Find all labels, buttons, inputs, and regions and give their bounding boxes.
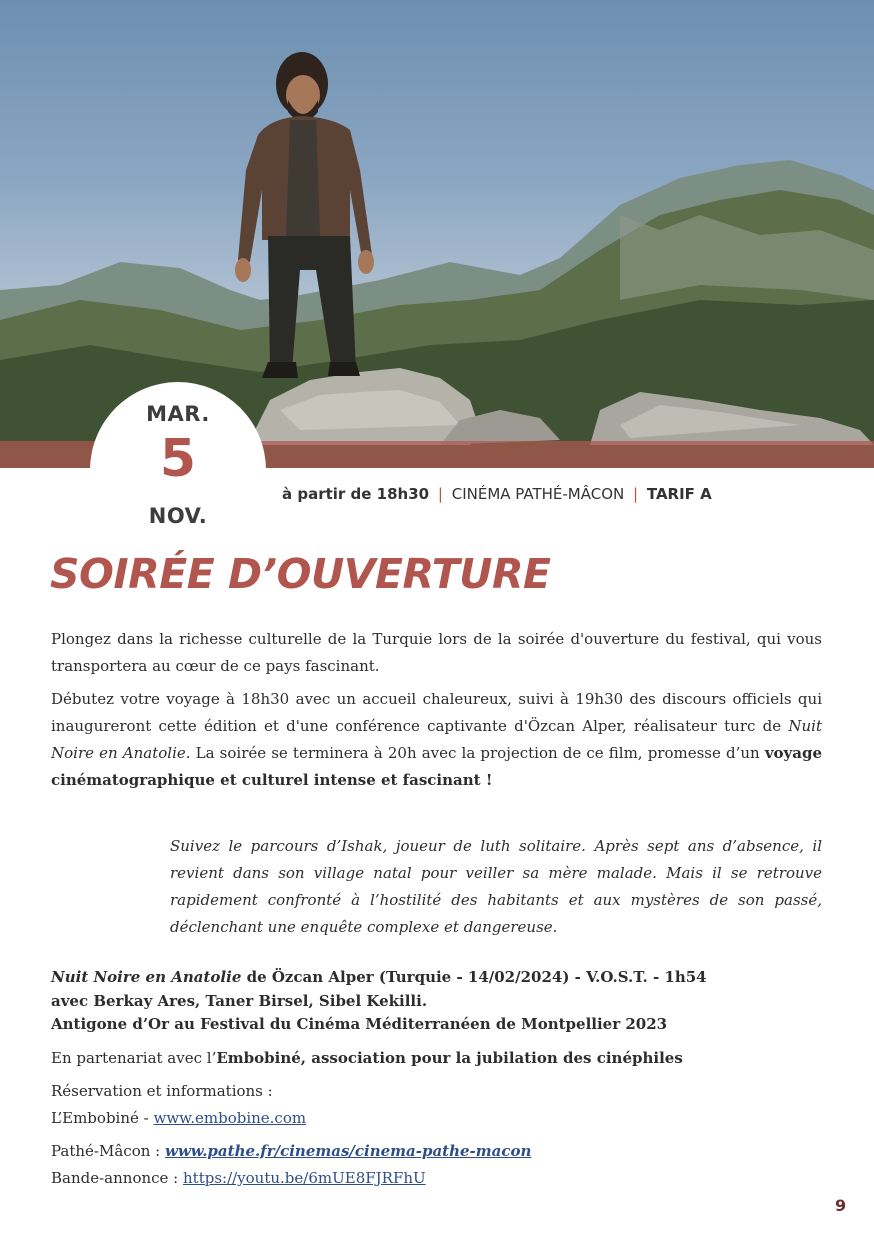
pathe-label: Pathé-Mâcon : — [51, 1142, 165, 1160]
date-badge — [90, 382, 266, 558]
date-number: 5 — [159, 429, 197, 489]
event-info — [282, 485, 712, 503]
event-tarif: TARIF A — [646, 485, 712, 503]
program-text: Débutez votre voyage à 18h30 avec un accueil chaleureux, suivi à 19h30 des discours officiels qui inaugureront cette édition et d'une conférence captivante d'Özcan Alper, réalisateur turc de — [51, 690, 822, 735]
embobine-line — [51, 1109, 306, 1127]
separator: | — [633, 485, 639, 503]
trailer-label: Bande-annonce : — [51, 1169, 183, 1187]
event-time: à partir de 18h30 — [282, 485, 430, 503]
program-highlight: voyage cinématographique et culturel intense et fascinant ! — [51, 744, 822, 789]
intro-paragraph: Plongez dans la richesse culturelle de la Turquie lors de la soirée d'ouverture du festival, qui vous transportera au cœur de ce pays fascinant. — [51, 630, 822, 675]
film-title-inline: Nuit Noire en Anatolie — [51, 717, 822, 762]
film-details — [51, 968, 707, 986]
partner-prefix: En partenariat avec l’ — [51, 1049, 217, 1067]
embobine-link[interactable]: www.embobine.com — [153, 1109, 307, 1127]
reservation-label: Réservation et informations : — [51, 1082, 273, 1100]
program-paragraph — [51, 686, 822, 794]
film-cast: avec Berkay Ares, Taner Birsel, Sibel Kekilli. — [51, 992, 428, 1010]
pathe-link[interactable]: www.pathe.fr/cinemas/cinema-pathe-macon — [164, 1142, 532, 1160]
partner-name: Embobiné, association pour la jubilation des cinéphiles — [216, 1049, 683, 1067]
trailer-line — [51, 1169, 426, 1187]
film-meta: de Özcan Alper (Turquie - 14/02/2024) - V.O.S.T. - 1h54 — [241, 968, 707, 986]
date-month: NOV. — [148, 504, 208, 528]
partner-line — [51, 1049, 683, 1067]
event-venue: CINÉMA PATHÉ-MÂCON — [451, 485, 625, 503]
film-award: Antigone d’Or au Festival du Cinéma Méditerranéen de Montpellier 2023 — [51, 1015, 668, 1033]
date-day: MAR. — [146, 402, 210, 426]
program-text-cont: . La soirée se terminera à 20h avec la projection de ce film, promesse d’un — [185, 744, 765, 762]
pathe-line — [51, 1142, 531, 1160]
page-number: 9 — [835, 1196, 847, 1215]
embobine-label: L’Embobiné - — [51, 1109, 154, 1127]
synopsis: Suivez le parcours d’Ishak, joueur de luth solitaire. Après sept ans d’absence, il revient dans son village natal pour veiller sa mère malade. Mais il se retrouve rapidement confronté à l’hostilité des habitants et aux mystères de son passé, déclenchant une enquête complexe et dangereuse. — [170, 837, 822, 936]
page-title: SOIRÉE D’OUVERTURE — [50, 550, 551, 598]
separator: | — [437, 485, 443, 503]
trailer-link[interactable]: https://youtu.be/6mUE8FJRFhU — [183, 1169, 426, 1187]
film-title: Nuit Noire en Anatolie — [51, 968, 242, 986]
